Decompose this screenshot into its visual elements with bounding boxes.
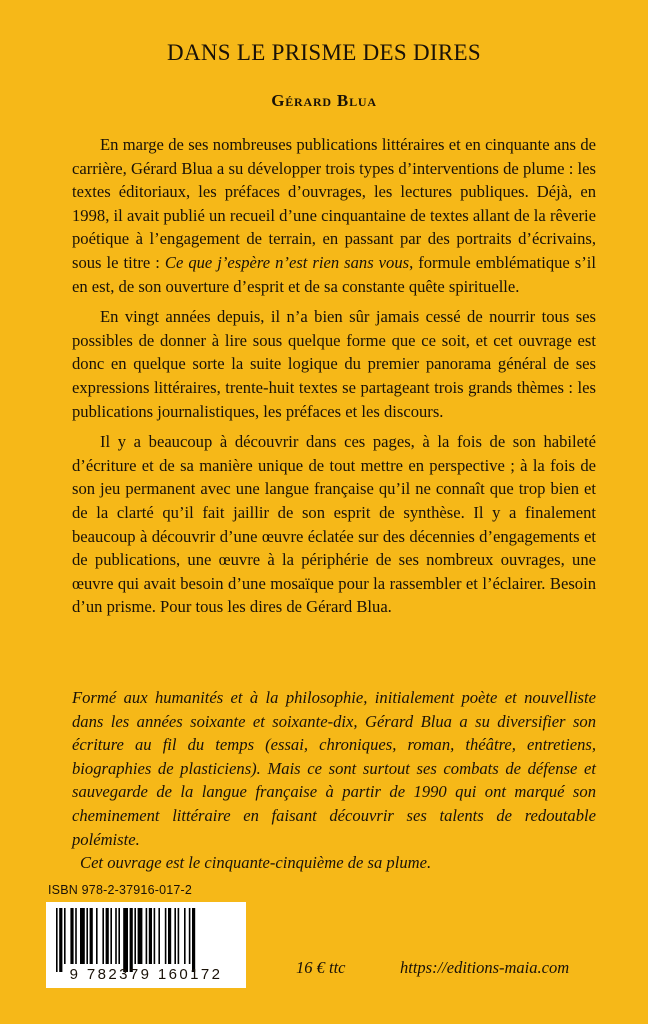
- barcode-bar: [96, 908, 98, 964]
- barcode-bar: [158, 908, 160, 964]
- barcode-bar: [149, 908, 152, 964]
- publisher-website: https://editions-maia.com: [400, 958, 570, 977]
- barcode-bar: [168, 908, 171, 964]
- blurb-paragraph-1-end: , formule emblématique s’il en est, de son ouverture d’esprit et de sa constante quête spirituelle.: [72, 252, 596, 296]
- barcode-bar: [154, 908, 156, 964]
- barcode-digits: 9 782379 160172: [69, 966, 223, 983]
- barcode-bar: [115, 908, 117, 964]
- barcode-bar: [178, 908, 180, 964]
- bio-closing-line: Cet ouvrage est le cinquante-cinquième de sa plume.: [80, 853, 432, 873]
- blurb-paragraph-1: [72, 133, 596, 298]
- barcode-bar: [184, 908, 186, 964]
- back-cover-blurb: [72, 133, 596, 619]
- barcode-bar: [86, 908, 88, 964]
- price: 16 € ttc: [296, 958, 346, 977]
- author-biography: [72, 686, 596, 875]
- isbn-label: ISBN 978-2-37916-017-2: [48, 883, 193, 897]
- quoted-book-title: Ce que j’espère n’est rien sans vous: [164, 252, 410, 272]
- barcode-bar: [110, 908, 112, 964]
- barcode-bar: [123, 908, 128, 972]
- blurb-paragraph-2: En vingt années depuis, il n’a bien sûr jamais cessé de nourrir tous ses possibles de donner à lire sous quelque forme que ce soit, et cet ouvrage est donc en quelque sorte la suite logique du premier panorama général de ses expressions littéraires, trente-huit textes se partageant trois grands thèmes : les publications journalistiques, les préfaces et les discours.: [72, 307, 596, 421]
- barcode-bar: [59, 908, 62, 972]
- bio-paragraph: Formé aux humanités et à la philosophie, initialement poète et nouvelliste dans les années soixante et soixante-dix, Gérard Blua a su diversifier son écriture au fil du temps (essai, chroniques, roman, théâtre, entretiens, biographies de plasticiens). Mais ce sont surtout ses combats de défense et sauvegarde de la langue française à partir de 1990 qui ont marqué son cheminement littéraire en faisant découvrir ses talents de redoutable polémiste.: [72, 688, 596, 849]
- barcode-bar: [138, 908, 143, 964]
- blurb-paragraph-1-text: En marge de ses nombreuses publications littéraires et en cinquante ans de carrière, Gérard Blua a su développer trois types d’interventions de plume : les textes éditoriaux, les préfaces d’ouvrages, les lectures publiques. Déjà, en 1998, il avait publié un recueil d’une cinquantaine de textes allant de la rêverie poétique à l’engagement de terrain, en passant par des portraits d’écrivains, sous le titre :: [72, 135, 596, 272]
- barcode-bar: [75, 908, 77, 964]
- author-name: Gérard Blua: [271, 91, 377, 110]
- barcode-bar: [106, 908, 109, 964]
- book-title: DANS LE PRISME DES DIRES: [167, 40, 481, 65]
- barcode-bar: [174, 908, 176, 964]
- barcode-bar: [130, 908, 133, 972]
- blurb-paragraph-3: Il y a beaucoup à découvrir dans ces pages, à la fois de son habileté d’écriture et de sa manière unique de tout mettre en perspective ; à la fois de son jeu permanent avec une langue française qu’il ne connaît que trop bien et de la clarté qu’il fait jaillir de son esprit de synthèse. Il y a finalement beaucoup à découvrir d’une œuvre éclatée sur des décennies d’engagements et de publications, une œuvre à la périphérie de ses nombreux ouvrages, une œuvre qui avait besoin d’une mosaïque pour la rassembler et l’éclairer. Besoin d’un prisme. Pour tous les dires de Gérard Blua.: [72, 432, 596, 617]
- barcode-bar: [189, 908, 191, 964]
- barcode-bar: [146, 908, 148, 964]
- barcode-bar: [102, 908, 104, 964]
- barcode-bar: [192, 908, 195, 972]
- barcode-bar: [134, 908, 136, 964]
- barcode-bar: [90, 908, 93, 964]
- barcode-bar: [70, 908, 73, 964]
- barcode-bar: [165, 908, 167, 964]
- barcode-bar: [64, 908, 66, 964]
- barcode-bar: [80, 908, 85, 964]
- barcode-bar: [56, 908, 58, 972]
- barcode-bar: [118, 908, 120, 964]
